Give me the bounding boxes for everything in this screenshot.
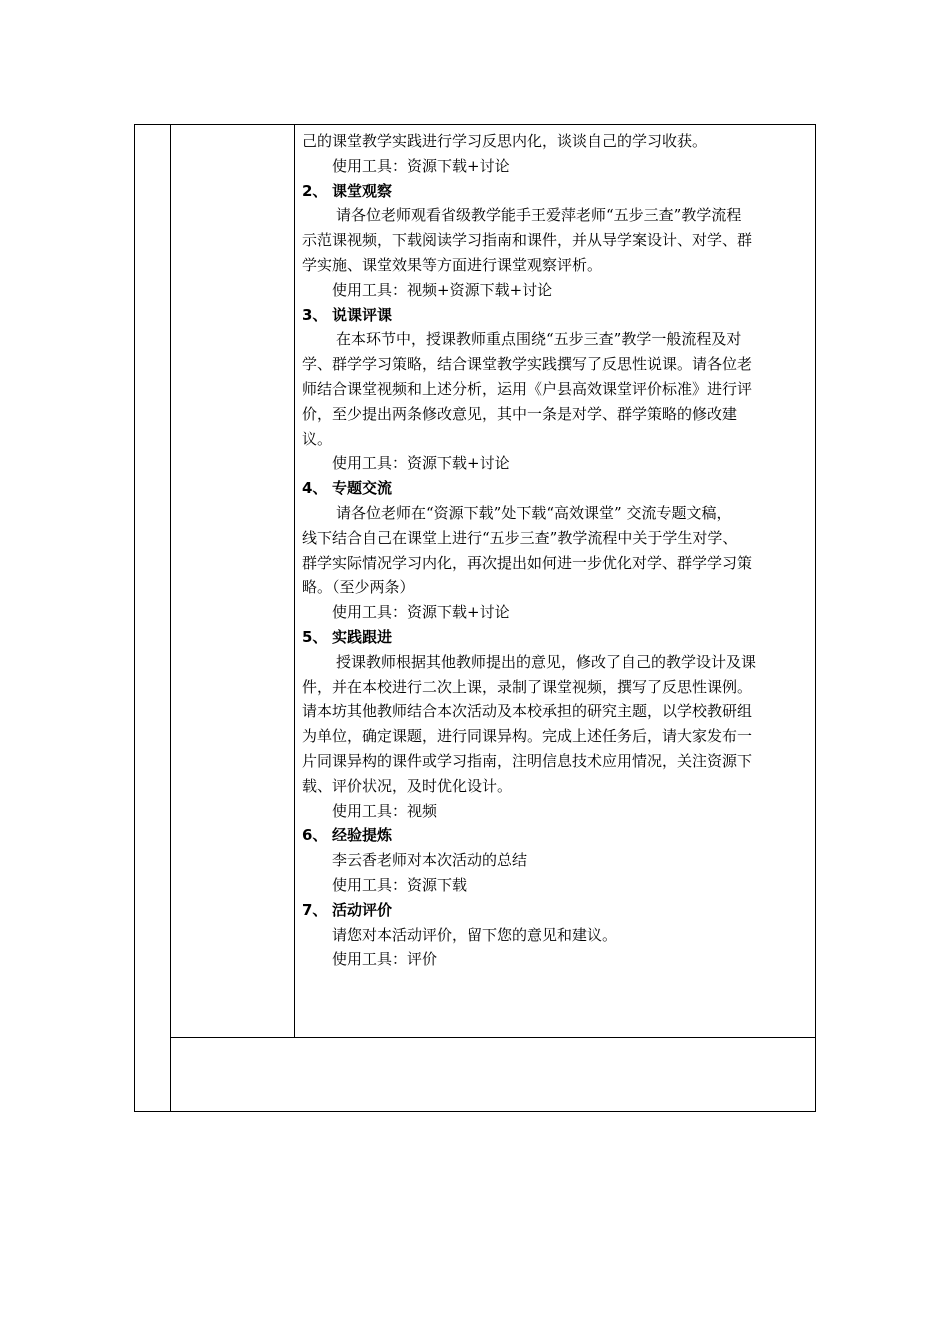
tool-line: 请您对本活动评价，留下您的意见和建议。 [332,925,618,944]
paragraph-line: 授课教师根据其他教师提出的意见，修改了自己的教学设计及课 [336,652,757,671]
section-number: 6、 [302,826,328,845]
section-number: 3、 [302,305,328,324]
table-left-border [134,124,135,1112]
paragraph-line: 略。（至少两条） [302,578,415,597]
paragraph-line: 件，并在本校进行二次上课，录制了课堂视频，撰写了反思性课例。 [302,677,753,696]
paragraph-line: 请各位老师在“资源下载”处下载“高效课堂” 交流专题文稿， [336,503,732,522]
paragraph-line: 线下结合自己在课堂上进行“五步三查”教学流程中关于学生对学、 [302,528,738,547]
section-number: 4、 [302,479,328,498]
section-heading [302,179,817,204]
section-title: 经验提炼 [332,826,393,845]
section-number: 2、 [302,181,328,200]
paragraph-line: 示范课视频，下载阅读学习指南和课件，并从导学案设计、对学、群 [302,231,753,250]
paragraph-line: 价，至少提出两条修改意见，其中一条是对学、群学策略的修改建 [302,404,738,423]
section-heading [302,823,817,848]
paragraph-line: 请各位老师观看省级教学能手王爱萍老师“五步三查”教学流程 [336,206,742,225]
section-title: 专题交流 [332,479,393,498]
section-heading [302,898,817,923]
paragraph-line: 师结合课堂视频和上述分析，运用《户县高效课堂评价标准》进行评 [302,379,753,398]
tool-line: 使用工具：资源下载+讨论 [332,454,510,473]
paragraph-line: 己的课堂教学实践进行学习反思内化，谈谈自己的学习收获。 [302,132,708,150]
column-divider-2 [294,124,295,1037]
table-top-border [134,124,816,125]
paragraph-line: 学、群学学习策略，结合课堂教学实践撰写了反思性说课。请各位老 [302,355,753,374]
section-title: 说课评课 [332,305,393,324]
tool-line: 使用工具：视频+资源下载+讨论 [332,280,553,299]
tool-line: 使用工具：资源下载+讨论 [332,603,510,622]
paragraph-line: 为单位，确定课题，进行同课异构。完成上述任务后，请大家发布一 [302,727,753,746]
section-title: 课堂观察 [332,181,393,200]
tool-line: 李云香老师对本次活动的总结 [332,851,528,870]
tool-line: 使用工具：资源下载+讨论 [332,156,510,175]
section-number: 5、 [302,627,328,646]
paragraph-line: 学实施、课堂效果等方面进行课堂观察评析。 [302,255,603,274]
section-title: 实践跟进 [332,627,393,646]
tool-line: 使用工具：评价 [332,950,438,969]
paragraph-line: 群学实际情况学习内化，再次提出如何进一步优化对学、群学学习策 [302,553,753,572]
paragraph-line: 请本坊其他教师结合本次活动及本校承担的研究主题，以学校教研组 [302,702,753,721]
column-divider-1 [170,124,171,1112]
row-divider [170,1037,816,1038]
section-title: 活动评价 [332,900,393,919]
section-heading [302,625,817,650]
paragraph-line: 在本环节中，授课教师重点围绕“五步三查”教学一般流程及对 [336,330,742,349]
paragraph-line: 片同课异构的课件或学习指南，注明信息技术应用情况，关注资源下 [302,751,753,770]
tool-line: 使用工具：视频 [332,801,438,820]
section-heading [302,476,817,501]
table-bottom-border [134,1111,816,1112]
tool-line: 使用工具：资源下载 [332,875,468,894]
paragraph-line: 议。 [302,429,333,448]
paragraph-line: 载、评价状况，及时优化设计。 [302,776,513,795]
activity-steps-cell [302,129,817,972]
section-heading [302,303,817,328]
section-number: 7、 [302,900,328,919]
